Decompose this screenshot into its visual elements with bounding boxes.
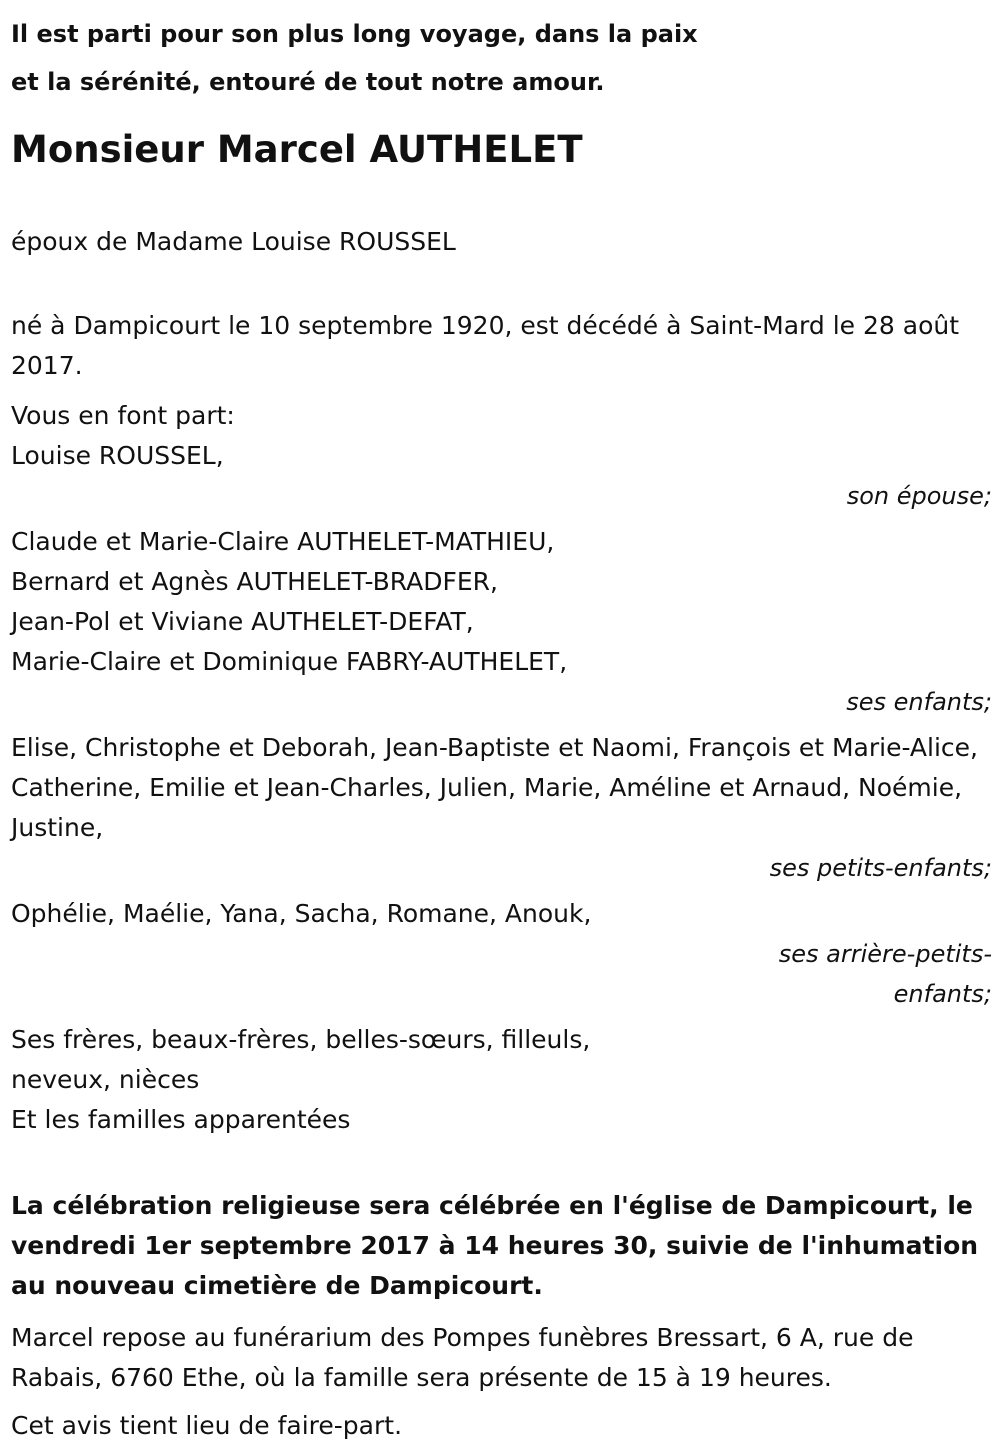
funeral-home-details: Marcel repose au funérarium des Pompes funèbres Bressart, 6 A, rue de Rabais, 6760 Ethe, où la famille sera présente de 15 à 19 heures. [11, 1323, 914, 1392]
intro-line-2: et la sérénité, entouré de tout notre amour. [11, 68, 605, 96]
extended-family-line: Et les familles apparentées [11, 1105, 351, 1134]
great-grandchildren-relation-line-2: enfants; [893, 980, 992, 1008]
child-member: Claude et Marie-Claire AUTHELET-MATHIEU, [11, 527, 555, 556]
spouse-group [11, 436, 990, 516]
great-grandchildren-relation-line-1: ses arrière-petits- [778, 940, 992, 968]
deceased-name: Monsieur Marcel AUTHELET [11, 128, 583, 171]
grandchildren-group [11, 728, 990, 888]
extended-family-line: Ses frères, beaux-frères, belles-sœurs, filleuls, [11, 1025, 591, 1054]
announcement-intro: Vous en font part: [11, 401, 235, 430]
spouse-line: époux de Madame Louise ROUSSEL [11, 227, 456, 256]
great-grandchildren-group [11, 894, 990, 1014]
spouse-member: Louise ROUSSEL, [11, 441, 224, 470]
child-member: Marie-Claire et Dominique FABRY-AUTHELET, [11, 647, 568, 676]
grandchildren-members: Elise, Christophe et Deborah, Jean-Baptiste et Naomi, François et Marie-Alice, Catherine, Emilie et Jean-Charles, Julien, Marie, Améline et Arnaud, Noémie, Justine, [11, 733, 978, 842]
intro-line-1: Il est parti pour son plus long voyage, dans la paix [11, 20, 698, 48]
children-relation: ses enfants; [846, 688, 992, 716]
extended-family-line: neveux, nièces [11, 1065, 200, 1094]
intro-block [11, 10, 990, 106]
child-member: Jean-Pol et Viviane AUTHELET-DEFAT, [11, 607, 474, 636]
great-grandchildren-members: Ophélie, Maélie, Yana, Sacha, Romane, Anouk, [11, 899, 592, 928]
grandchildren-relation: ses petits-enfants; [769, 854, 992, 882]
birth-death-line: né à Dampicourt le 10 septembre 1920, est décédé à Saint-Mard le 28 août 2017. [11, 311, 960, 380]
notice-footer: Cet avis tient lieu de faire-part. [11, 1411, 403, 1440]
extended-family [11, 1020, 990, 1140]
spouse-relation: son épouse; [846, 482, 992, 510]
children-group [11, 522, 990, 722]
child-member: Bernard et Agnès AUTHELET-BRADFER, [11, 567, 498, 596]
ceremony-details: La célébration religieuse sera célébrée en l'église de Dampicourt, le vendredi 1er septembre 2017 à 14 heures 30, suivie de l'inhumation au nouveau cimetière de Dampicourt. [11, 1191, 979, 1300]
